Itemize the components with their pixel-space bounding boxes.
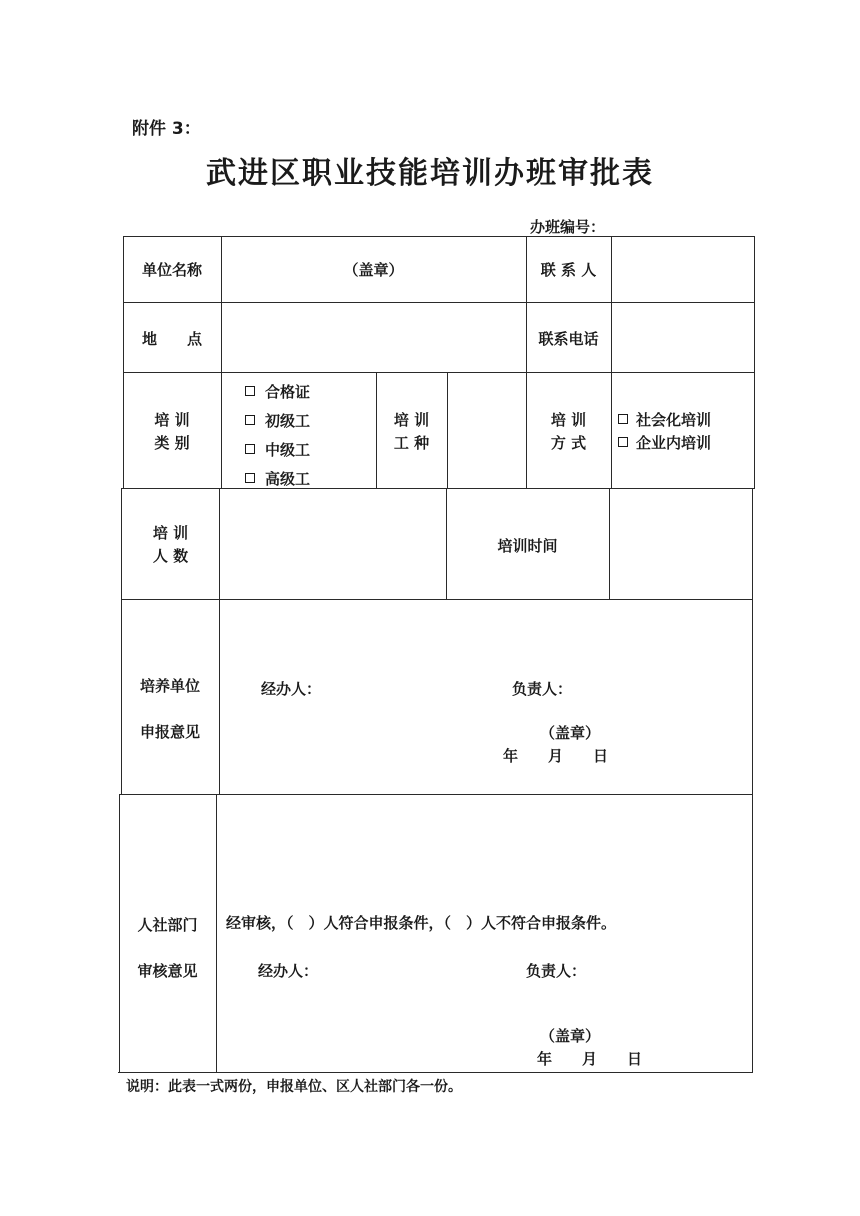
checkbox-icon[interactable] [245,386,255,396]
checkbox-icon[interactable] [245,473,255,483]
training-time-label: 培训时间 [497,537,558,555]
hr-opinion-date: 年 月 日 [537,1050,643,1068]
hr-dept-opinion-label-line2: 审核意见 [137,962,198,980]
hr-dept-opinion-label [119,902,216,994]
class-number-label: 办班编号： [530,218,606,236]
training-category-label-line1: 培 训 [154,411,190,429]
row-divider-5 [120,794,752,795]
mode-option-label: 社会化培训 [636,411,712,429]
table-border-bottom [118,1072,752,1073]
table-border-right [752,488,753,1073]
contact-phone-field[interactable] [612,303,754,372]
trainee-count-field[interactable] [220,489,446,599]
category-option-label: 高级工 [265,470,311,488]
hr-dept-opinion-label-line1: 人社部门 [137,916,198,934]
training-category-label [123,409,221,455]
training-mode-label-line1: 培 训 [550,411,587,429]
training-trade-field[interactable] [448,373,526,488]
location-field[interactable] [222,303,526,372]
checkbox-icon[interactable] [245,415,255,425]
hr-responsible-label: 负责人： [526,962,587,980]
unit-opinion-date: 年 月 日 [503,747,609,765]
attachment-label: 附件 3： [132,119,201,139]
trainee-count-label [122,522,219,568]
training-trade-label-line1: 培 训 [393,411,430,429]
category-option-label: 中级工 [265,441,311,459]
category-option[interactable] [245,378,310,407]
category-option-label: 初级工 [265,412,311,430]
unit-name-field[interactable] [222,237,342,302]
training-unit-opinion-label-line2: 申报意见 [139,723,200,741]
contact-person-field[interactable] [612,237,754,302]
training-trade-label [376,409,447,455]
hr-opinion-seal: （盖章） [540,1027,601,1045]
checkbox-icon[interactable] [245,444,255,454]
trainee-count-label-line1: 培 训 [152,524,189,542]
training-mode-options [618,409,711,455]
unit-responsible-label: 负责人： [512,680,573,698]
table-border-right [754,236,755,489]
checkbox-icon[interactable] [618,414,628,424]
hr-handler-label: 经办人： [258,962,319,980]
location-label: 地 点 [141,330,202,348]
review-result-text: 经审核，（ ）人符合申报条件，（ ）人不符合申报条件。 [226,914,617,932]
training-category-options [245,378,310,494]
category-option-label: 合格证 [265,383,311,401]
mode-option-label: 企业内培训 [636,434,712,452]
category-option[interactable] [245,407,310,436]
mode-option[interactable] [618,409,711,432]
training-mode-label [526,409,611,455]
mode-option[interactable] [618,432,711,455]
category-option[interactable] [245,436,310,465]
contact-phone-label: 联系电话 [538,330,599,348]
training-mode-label-line2: 方 式 [550,434,587,452]
training-unit-opinion-label-line1: 培养单位 [139,677,200,695]
trainee-count-label-line2: 人 数 [152,547,189,565]
unit-opinion-seal: （盖章） [540,724,601,742]
unit-name-seal: （盖章） [343,261,404,279]
checkbox-icon[interactable] [618,437,628,447]
row-divider-4 [121,599,753,600]
contact-person-label: 联 系 人 [540,261,597,279]
unit-handler-label: 经办人： [261,680,322,698]
training-time-field[interactable] [610,489,752,599]
training-trade-label-line2: 工 种 [393,434,430,452]
row-divider-2 [123,372,755,373]
label-column-divider [216,794,217,1073]
training-unit-opinion-label [121,663,219,755]
footer-note: 说明：此表一式两份，申报单位、区人社部门各一份。 [126,1079,462,1095]
training-category-label-line2: 类 别 [154,434,190,452]
form-title: 武进区职业技能培训办班审批表 [206,156,654,191]
unit-name-label: 单位名称 [141,261,202,279]
